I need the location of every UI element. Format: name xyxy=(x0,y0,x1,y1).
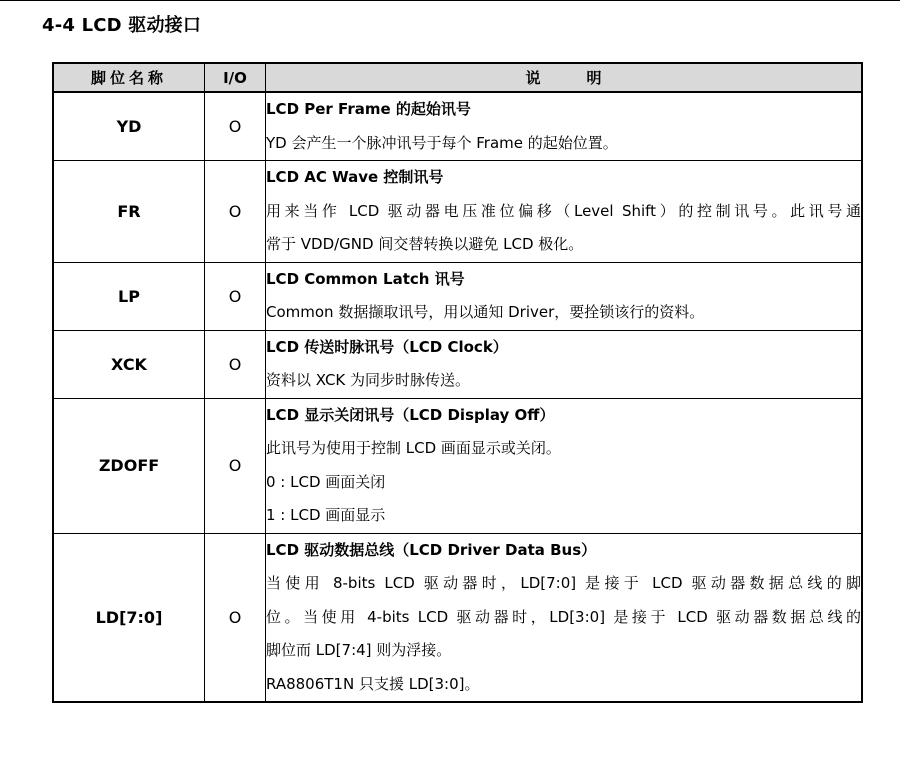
table-row xyxy=(53,161,862,263)
description-line: RA8806T1N 只支援 LD[3:0]。 xyxy=(266,674,480,693)
description-heading: LCD 驱动数据总线（LCD Driver Data Bus） xyxy=(266,540,597,559)
pin-name-cell: ZDOFF xyxy=(53,398,205,533)
lcd-pin-table xyxy=(52,62,863,703)
pin-name-cell: XCK xyxy=(53,330,205,398)
description-heading: LCD 显示关闭讯号（LCD Display Off） xyxy=(266,405,555,424)
header-io: I/O xyxy=(205,63,266,92)
pin-name-cell: FR xyxy=(53,161,205,263)
description-heading: LCD Per Frame 的起始讯号 xyxy=(266,100,471,118)
table-row xyxy=(53,330,862,398)
pin-description-cell xyxy=(266,161,863,263)
pin-io-cell: O xyxy=(205,533,266,702)
pin-io-cell: O xyxy=(205,398,266,533)
pin-description-cell xyxy=(266,398,863,533)
description-line: Common 数据撷取讯号，用以通知 Driver，要拴锁该行的资料。 xyxy=(266,303,705,321)
pin-io-cell: O xyxy=(205,262,266,330)
description-line: 当使用 8-bits LCD 驱动器时，LD[7:0] 是接于 LCD 驱动器数据总线的脚 xyxy=(266,574,861,592)
table-header-row xyxy=(53,63,862,92)
pin-name-cell: YD xyxy=(53,92,205,161)
pin-name-cell: LD[7:0] xyxy=(53,533,205,702)
description-heading: LCD 传送时脉讯号（LCD Clock） xyxy=(266,337,508,356)
table-row xyxy=(53,533,862,702)
description-line: 位。当使用 4-bits LCD 驱动器时，LD[3:0] 是接于 LCD 驱动器数据总线的 xyxy=(266,607,861,626)
description-heading: LCD Common Latch 讯号 xyxy=(266,269,465,288)
pin-io-cell: O xyxy=(205,161,266,263)
header-description xyxy=(266,63,863,92)
description-line: 脚位而 LD[7:4] 则为浮接。 xyxy=(266,641,452,659)
description-heading: LCD AC Wave 控制讯号 xyxy=(266,168,444,186)
pin-io-cell: O xyxy=(205,92,266,161)
header-pin-name: 脚位名称 xyxy=(53,63,205,92)
header-desc-char-1: 说 xyxy=(525,69,541,87)
table-row xyxy=(53,92,862,161)
description-line: YD 会产生一个脉冲讯号于每个 Frame 的起始位置。 xyxy=(266,133,618,152)
description-line: 用来当作 LCD 驱动器电压准位偏移（Level Shift）的控制讯号。此讯号通 xyxy=(266,201,861,220)
section-title: 4-4 LCD 驱动接口 xyxy=(42,15,202,36)
table-row xyxy=(53,262,862,330)
pin-description-cell xyxy=(266,92,863,161)
description-line: 资料以 XCK 为同步时脉传送。 xyxy=(266,371,471,389)
description-line: 常于 VDD/GND 间交替转换以避免 LCD 极化。 xyxy=(266,235,584,253)
page-top-rule xyxy=(0,0,900,1)
pin-io-cell: O xyxy=(205,330,266,398)
pin-name-cell: LP xyxy=(53,262,205,330)
header-desc-char-2: 明 xyxy=(586,69,602,87)
pin-description-cell xyxy=(266,533,863,702)
pin-description-cell xyxy=(266,330,863,398)
description-line: 1 : LCD 画面显示 xyxy=(266,506,386,524)
table-row xyxy=(53,398,862,533)
pin-description-cell xyxy=(266,262,863,330)
description-line: 此讯号为使用于控制 LCD 画面显示或关闭。 xyxy=(266,439,561,457)
description-line: 0 : LCD 画面关闭 xyxy=(266,472,386,491)
